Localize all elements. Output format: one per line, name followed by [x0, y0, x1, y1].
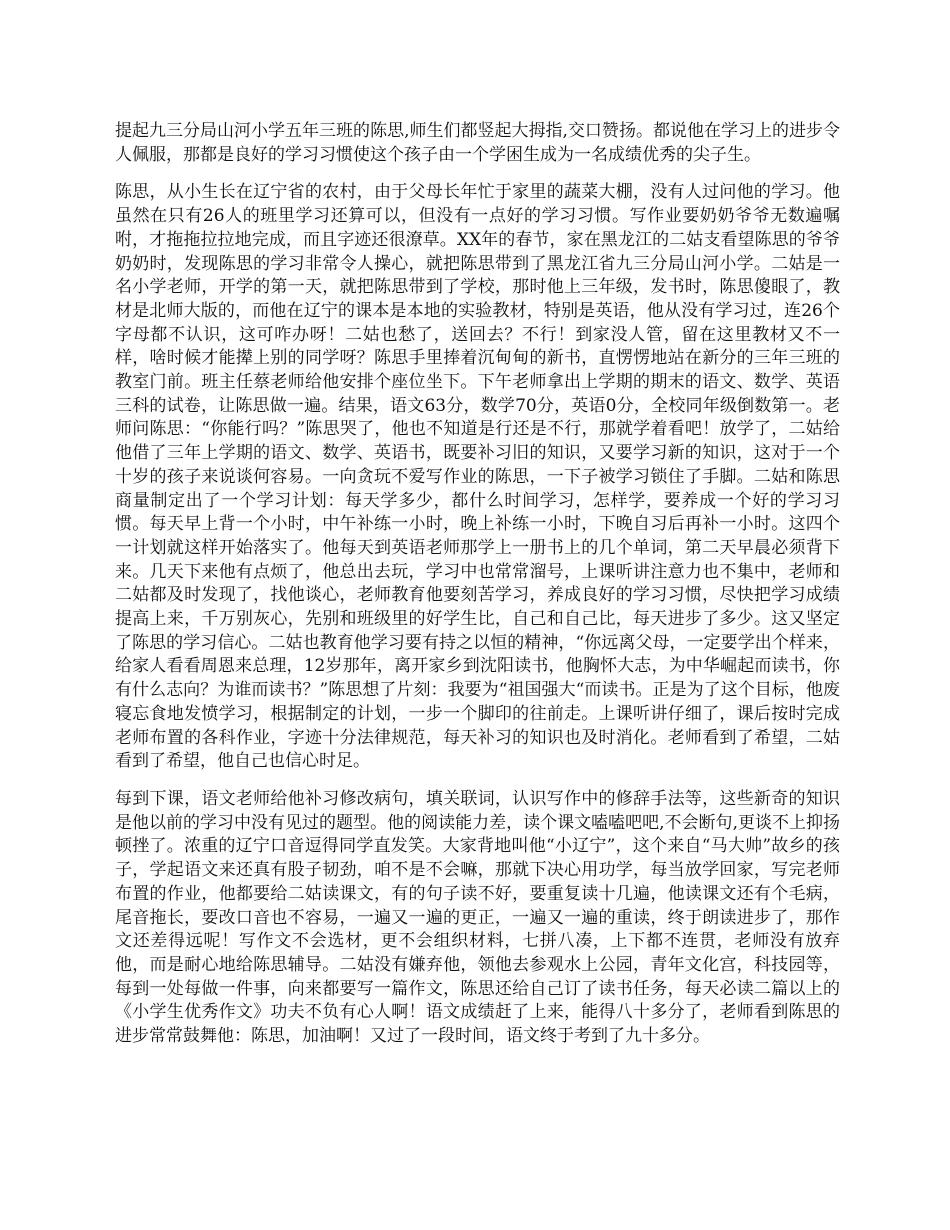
paragraph-intro: 提起九三分局山河小学五年三班的陈思,师生们都竖起大拇指,交口赞扬。都说他在学习上的进步令人佩服，那都是良好的学习习惯使这个孩子由一个学困生成为一名成绩优秀的尖子生。: [115, 121, 840, 165]
paragraph-background: 陈思，从小生长在辽宁省的农村，由于父母长年忙于家里的蔬菜大棚，没有人过问他的学习。他虽然在只有26人的班里学习还算可以，但没有一点好的学习习惯。写作业要奶奶爷爷无数遍嘱咐，才拖拖拉拉地完成，而且字迹还很潦草。XX年的春节，家在黑龙江的二姑支看望陈思的爷爷奶奶时，发现陈思的学习非常令人操心，就把陈思带到了黑龙江省九三分局山河小学。二姑是一名小学老师，开学的第一天，就把陈思带到了学校，那时他上三年级，发书时，陈思傻眼了，教材是北师大版的，而他在辽宁的课本是本地的实验教材，特别是英语，他从没有学习过，连26个字母都不认识，这可咋办呀！二姑也愁了，送回去？不行！到家没人管，留在这里教材又不一样，啥时候才能撵上别的同学呀？陈思手里捧着沉甸甸的新书，直愣愣地站在新分的三年三班的教室门前。班主任蔡老师给他安排个座位坐下。下午老师拿出上学期的期末的语文、数学、英语三科的试卷，让陈思做一遍。结果，语文63分，数学70分，英语0分，全校同年级倒数第一。老师问陈思：“你能行吗？”陈思哭了，他也不知道是行还是不行，那就学着看吧！放学了，二姑给他借了三年上学期的语文、数学、英语书，既要补习旧的知识，又要学习新的知识，这对于一个十岁的孩子来说谈何容易。一向贪玩不爱写作业的陈思，一下子被学习锁住了手脚。二姑和陈思商量制定出了一个学习计划：每天学多少，都什么时间学习，怎样学，要养成一个好的学习习惯。每天早上背一个小时，中午补练一小时，晚上补练一小时，下晚自习后再补一小时。这四个一计划就这样开始落实了。他每天到英语老师那学上一册书上的几个单词，第二天早晨必须背下来。几天下来他有点烦了，他总出去玩，学习中也常常溜号，上课听讲注意力也不集中，老师和二姑都及时发现了，找他谈心，老师教育他要刻苦学习，养成良好的学习习惯，尽快把学习成绩提高上来，千万别灰心，先别和班级里的好学生比，自己和自己比，每天进步了多少。这又坚定了陈思的学习信心。二姑也教育他学习要有持之以恒的精神，“你远离父母，一定要学出个样来，给家人看看周恩来总理，12岁那年，离开家乡到沈阳读书，他胸怀大志，为中华崛起而读书，你有什么志向？为谁而读书？”陈思想了片刻：我要为“祖国强大“而读书。正是为了这个目标，他废寝忘食地发愤学习，根据制定的计划，一步一个脚印的往前走。上课听讲仔细了，课后按时完成老师布置的各科作业，字迹十分法律规范，每天补习的知识也及时消化。老师看到了希望，二姑看到了希望，他自己也信心时足。: [115, 182, 840, 772]
paragraph-chinese-study: 每到下课，语文老师给他补习修改病句，填关联词，认识写作中的修辞手法等，这些新奇的知识是他以前的学习中没有见过的题型。他的阅读能力差，读个课文嗑嗑吧吧,不会断句,更谈不上抑扬顿挫了。浓重的辽宁口音逗得同学直发笑。大家背地叫他“小辽宁”，这个来自“马大帅”故乡的孩子，学起语文来还真有股子韧劲，咱不是不会嘛，那就下决心用功学，每当放学回家，写完老师布置的作业，他都要给二姑读课文，有的句子读不好，要重复读十几遍，他读课文还有个毛病，尾音拖长，要改口音也不容易，一遍又一遍的更正，一遍又一遍的重读，终于朗读进步了，那作文还差得远呢！写作文不会选材，更不会组织材料，七拼八凑，上下都不连贯，老师没有放弃他，而是耐心地给陈思辅导。二姑没有嫌弃他，领他去参观水上公园，青年文化宫，科技园等，每到一处每做一件事，向来都要写一篇作文，陈思还给自己订了读书任务，每天必读二篇以上的《小学生优秀作文》功夫不负有心人啊！语文成绩赶了上来，能得八十多分了，老师看到陈思的进步常常鼓舞他：陈思，加油啊！又过了一段时间，语文终于考到了九十多分。: [115, 788, 840, 1047]
document-body: [115, 120, 840, 1063]
